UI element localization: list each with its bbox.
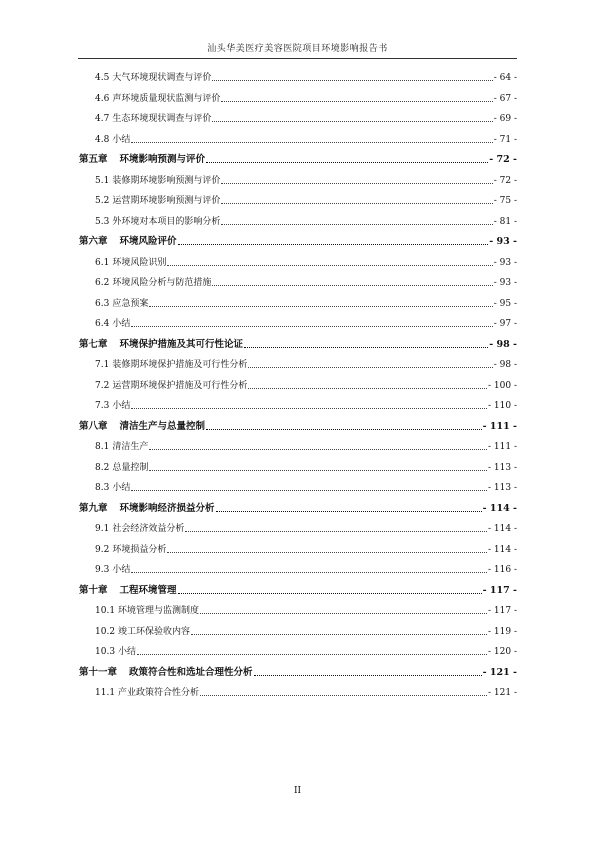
dot-leader: [131, 142, 492, 143]
toc-entry-number: 第十章: [79, 584, 108, 596]
toc-entry-title: 环境风险分析与防范措施: [112, 278, 212, 288]
toc-entry-page: - 111 -: [488, 442, 517, 452]
toc-entry-number: 4.6: [95, 93, 110, 104]
dot-leader: [248, 388, 487, 389]
toc-entry-title: 清洁生产与总量控制: [119, 420, 206, 432]
toc-section-entry[interactable]: [95, 603, 517, 617]
toc-section-entry[interactable]: [95, 624, 517, 638]
toc-entry-page: - 114 -: [488, 524, 517, 534]
toc-entry-page: - 93 -: [489, 236, 517, 247]
dot-leader: [149, 470, 487, 471]
toc-section-entry[interactable]: [95, 521, 517, 535]
toc-entry-page: - 72 -: [493, 175, 517, 186]
running-header: 汕头华美医疗美容医院项目环境影响报告书: [78, 41, 517, 59]
dot-leader: [244, 347, 488, 348]
toc-entry-title: 大气环境现状调查与评价: [112, 73, 212, 83]
toc-entry-number: 11.1: [95, 688, 116, 698]
toc-entry-title: 外环境对本项目的影响分析: [112, 216, 221, 227]
toc-entry-number: 5.3: [95, 216, 110, 227]
toc-entry-page: - 113 -: [488, 462, 517, 473]
toc-section-entry[interactable]: [95, 70, 517, 84]
toc-section-entry[interactable]: [95, 255, 517, 269]
toc-entry-page: - 69 -: [493, 114, 517, 124]
dot-leader: [178, 593, 482, 594]
toc-entry-page: - 117 -: [488, 606, 517, 616]
toc-entry-page: - 117 -: [482, 584, 517, 596]
toc-entry-number: 6.4: [95, 319, 110, 329]
toc-chapter-entry[interactable]: [79, 337, 517, 351]
toc-entry-number: 7.3: [95, 401, 110, 411]
toc-entry-number: 9.2: [95, 544, 110, 555]
toc-entry-number: 9.1: [95, 524, 110, 534]
dot-leader: [167, 265, 492, 266]
toc-chapter-entry[interactable]: [79, 419, 517, 433]
toc-entry-title: 运营期环境保护措施及可行性分析: [112, 380, 248, 391]
toc-entry-title: 工程环境管理: [119, 584, 177, 596]
toc-section-entry[interactable]: [95, 644, 517, 658]
toc-entry-title: 社会经济效益分析: [112, 524, 185, 534]
toc-entry-title: 环境影响经济损益分析: [119, 502, 215, 514]
toc-entry-number: 10.2: [95, 626, 116, 637]
toc-section-entry[interactable]: [95, 439, 517, 453]
toc-entry-number: 7.2: [95, 380, 110, 391]
toc-entry-page: - 98 -: [489, 338, 517, 350]
toc-section-entry[interactable]: [95, 562, 517, 576]
toc-section-entry[interactable]: [95, 460, 517, 474]
toc-entry-title: 政策符合性和选址合理性分析: [129, 666, 253, 678]
dot-leader: [167, 552, 487, 553]
toc-section-entry[interactable]: [95, 173, 517, 187]
toc-entry-title: 小结: [118, 647, 137, 657]
toc-entry-title: 装修期环境影响预测与评价: [112, 175, 221, 186]
dot-leader: [149, 306, 492, 307]
toc-chapter-entry[interactable]: [79, 583, 517, 597]
toc-entry-number: 第六章: [79, 236, 108, 247]
toc-section-entry[interactable]: [95, 296, 517, 310]
toc-entry-title: 环境影响预测与评价: [119, 154, 206, 165]
toc-section-entry[interactable]: [95, 111, 517, 125]
toc-entry-number: 8.3: [95, 483, 110, 493]
toc-entry-title: 小结: [112, 134, 131, 145]
dot-leader: [131, 490, 487, 491]
toc-entry-title: 小结: [112, 565, 131, 575]
toc-section-entry[interactable]: [95, 542, 517, 556]
dot-leader: [131, 326, 492, 327]
toc-entry-page: - 114 -: [488, 544, 517, 555]
toc-entry-number: 第九章: [79, 502, 108, 514]
toc-section-entry[interactable]: [95, 398, 517, 412]
toc-entry-page: - 116 -: [488, 565, 517, 575]
dot-leader: [137, 654, 487, 655]
toc-entry-number: 第八章: [79, 420, 108, 432]
toc-chapter-entry[interactable]: [79, 234, 517, 248]
toc-entry-page: - 110 -: [488, 401, 517, 411]
toc-entry-page: - 113 -: [488, 483, 517, 493]
toc-entry-page: - 75 -: [493, 196, 517, 206]
toc-section-entry[interactable]: [95, 275, 517, 289]
toc-entry-page: - 67 -: [493, 93, 517, 104]
toc-entry-title: 环境保护措施及其可行性论证: [119, 338, 244, 350]
toc-section-entry[interactable]: [95, 214, 517, 228]
toc-entry-title: 装修期环境保护措施及可行性分析: [112, 360, 248, 370]
toc-entry-title: 环境风险识别: [112, 257, 167, 268]
toc-entry-title: 总量控制: [112, 462, 149, 473]
dot-leader: [221, 224, 492, 225]
dot-leader: [206, 429, 482, 430]
toc-entry-page: - 121 -: [488, 688, 517, 698]
toc-entry-number: 6.1: [95, 257, 110, 268]
toc-entry-number: 4.8: [95, 134, 110, 145]
toc-entry-number: 5.1: [95, 175, 110, 186]
toc-entry-page: - 95 -: [493, 298, 517, 309]
toc-entry-page: - 119 -: [488, 626, 517, 637]
dot-leader: [221, 183, 492, 184]
dot-leader: [191, 634, 487, 635]
dot-leader: [221, 203, 492, 204]
toc-entry-title: 运营期环境影响预测与评价: [112, 196, 221, 206]
toc-entry-page: - 111 -: [482, 420, 517, 432]
toc-entry-title: 环境风险评价: [119, 236, 177, 247]
toc-entry-page: - 64 -: [493, 73, 517, 83]
dot-leader: [178, 244, 489, 245]
toc-entry-number: 第七章: [79, 338, 108, 350]
toc-entry-title: 声环境质量现状监测与评价: [112, 93, 221, 104]
toc-entry-page: - 120 -: [488, 647, 517, 657]
toc-entry-number: 6.2: [95, 278, 110, 288]
toc-entry-page: - 114 -: [482, 502, 517, 514]
dot-leader: [200, 695, 487, 696]
toc-entry-title: 生态环境现状调查与评价: [112, 114, 212, 124]
toc-entry-page: - 72 -: [489, 154, 517, 165]
toc-entry-title: 小结: [112, 319, 131, 329]
dot-leader: [248, 367, 492, 368]
toc-section-entry[interactable]: [95, 193, 517, 207]
toc-entry-title: 环境管理与监测制度: [118, 606, 200, 616]
dot-leader: [212, 80, 492, 81]
dot-leader: [131, 408, 487, 409]
toc-chapter-entry[interactable]: [79, 152, 517, 166]
toc-entry-number: 8.2: [95, 462, 110, 473]
dot-leader: [216, 511, 482, 512]
toc-entry-page: - 71 -: [493, 134, 517, 145]
dot-leader: [206, 162, 488, 163]
toc-entry-number: 4.5: [95, 73, 110, 83]
toc-section-entry[interactable]: [95, 316, 517, 330]
toc-entry-title: 产业政策符合性分析: [118, 688, 200, 698]
toc-section-entry[interactable]: [95, 480, 517, 494]
dot-leader: [131, 572, 487, 573]
toc-entry-page: - 81 -: [493, 216, 517, 227]
toc-entry-number: 7.1: [95, 360, 110, 370]
toc-entry-number: 10.3: [95, 647, 116, 657]
toc-entry-number: 第五章: [79, 154, 108, 165]
dot-leader: [212, 285, 492, 286]
page-number: II: [293, 786, 302, 796]
dot-leader: [185, 531, 487, 532]
toc-entry-number: 10.1: [95, 606, 116, 616]
toc-entry-page: - 93 -: [493, 278, 517, 288]
toc-entry-number: 9.3: [95, 565, 110, 575]
toc-entry-number: 8.1: [95, 442, 110, 452]
toc-entry-title: 竣工环保验收内容: [118, 626, 191, 637]
toc-entry-title: 小结: [112, 401, 131, 411]
toc-entry-number: 第十一章: [79, 666, 118, 678]
dot-leader: [200, 613, 487, 614]
dot-leader: [254, 675, 482, 676]
toc-entry-page: - 97 -: [493, 319, 517, 329]
toc-entry-page: - 93 -: [493, 257, 517, 268]
toc-entry-title: 清洁生产: [112, 442, 149, 452]
toc-section-entry[interactable]: [95, 378, 517, 392]
dot-leader: [221, 101, 492, 102]
toc-chapter-entry[interactable]: [79, 665, 517, 679]
toc-entry-title: 小结: [112, 483, 131, 493]
dot-leader: [149, 449, 487, 450]
toc-entry-page: - 121 -: [482, 666, 517, 678]
toc-entry-page: - 100 -: [488, 380, 517, 391]
toc-section-entry[interactable]: [95, 91, 517, 105]
toc-chapter-entry[interactable]: [79, 501, 517, 515]
toc-entry-title: 环境损益分析: [112, 544, 167, 555]
toc-entry-number: 6.3: [95, 298, 110, 309]
toc-section-entry[interactable]: [95, 132, 517, 146]
toc-entry-number: 5.2: [95, 196, 110, 206]
toc-section-entry[interactable]: [95, 685, 517, 699]
dot-leader: [212, 121, 492, 122]
toc-entry-number: 4.7: [95, 114, 110, 124]
toc-entry-title: 应急预案: [112, 298, 149, 309]
toc-section-entry[interactable]: [95, 357, 517, 371]
toc-entry-page: - 98 -: [493, 360, 517, 370]
